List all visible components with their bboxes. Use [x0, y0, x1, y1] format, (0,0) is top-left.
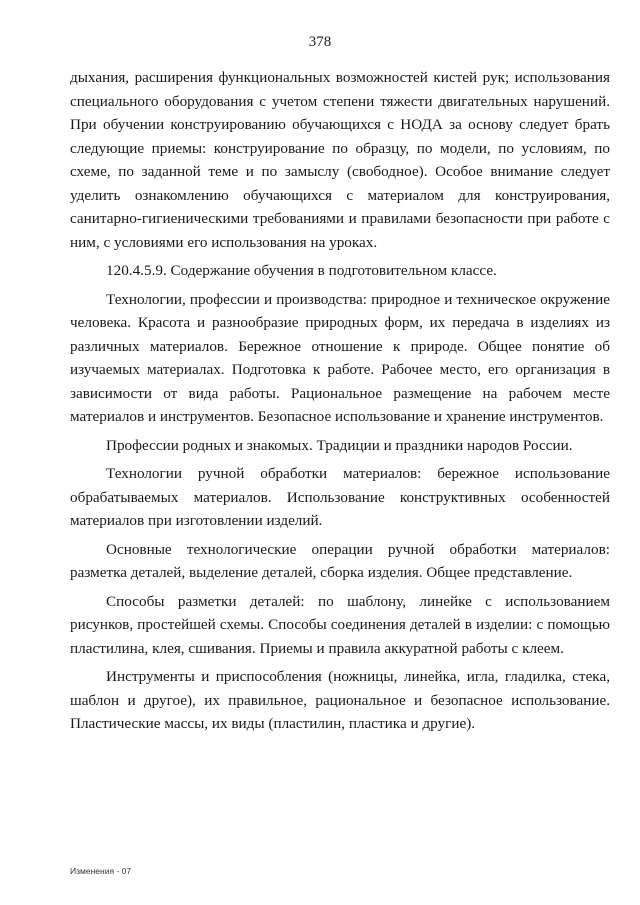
section-heading: 120.4.5.9. Содержание обучения в подготовительном классе. [106, 262, 497, 279]
paragraph: Основные технологические операции ручной обработки материалов: разметка деталей, выделение деталей, сборка изделия. Общее представление. [70, 540, 610, 581]
paragraph: Инструменты и приспособления (ножницы, линейка, игла, гладилка, стека, шаблон и другое), их правильное, рациональное и безопасное использование. Пластические массы, их виды (пластилин, пластика и другие). [70, 668, 610, 732]
paragraph: Технологии, профессии и производства: природное и техническое окружение человека. Красота и разнообразие природных форм, их передача в изделиях из различных материалов. Бережное отношение к природе. Общее понятие об изучаемых материалах. Подготовка к работе. Рабочее место, его организация в зависимости от вида работы. Рациональное размещение на рабочем месте материалов и инструментов. Безопасное использование и хранение инструментов. [70, 290, 610, 425]
paragraph: Профессии родных и знакомых. Традиции и праздники народов России. [106, 436, 573, 454]
body-text [70, 66, 610, 741]
page-number: 378 [308, 34, 332, 50]
footer-revision-note: Изменения - 07 [70, 866, 132, 876]
paragraph-continuation: дыхания, расширения функциональных возможностей кистей рук; использования специального оборудования с учетом степени тяжести двигательных нарушений. При обучении конструированию обучающихся с НОДА за основу следует брать следующие приемы: конструирование по образцу, по модели, по условиям, по схеме, по заданной теме и по замыслу (свободное). Особое внимание следует уделить ознакомлению обучающихся с материалом для конструирования, санитарно-гигиеническими требованиями и правилами безопасности при работе с ним, с условиями его использования на уроках. [70, 69, 610, 251]
paragraph: Способы разметки деталей: по шаблону, линейке с использованием рисунков, простейшей схемы. Способы соединения деталей в изделии: с помощью пластилина, клея, сшивания. Приемы и правила аккуратной работы с клеем. [70, 592, 610, 657]
paragraph: Технологии ручной обработки материалов: бережное использование обрабатываемых материалов. Использование конструктивных особенностей материалов при изготовлении изделий. [70, 465, 610, 529]
